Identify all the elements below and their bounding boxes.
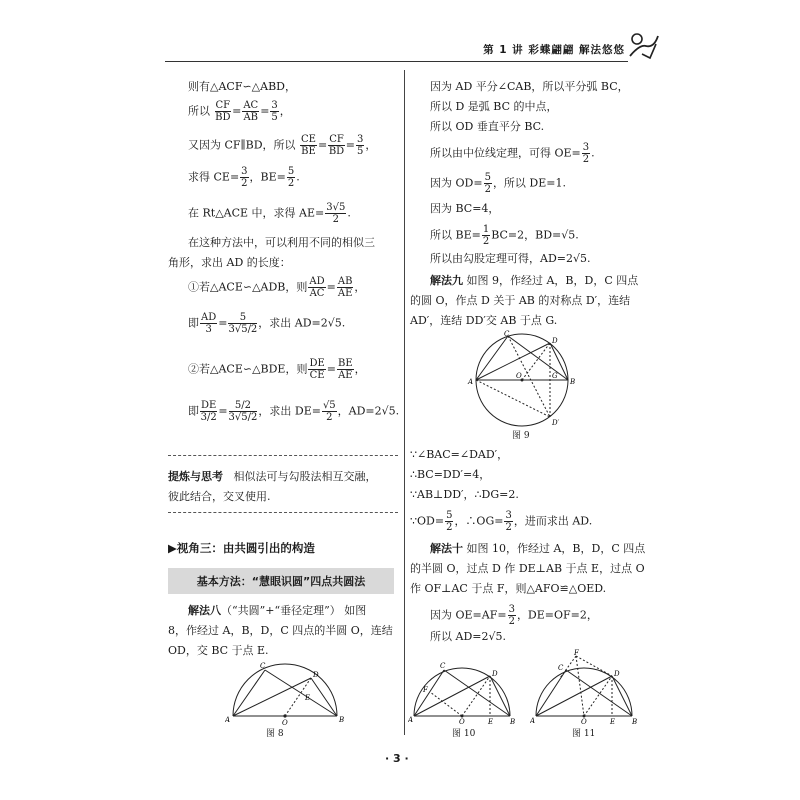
svg-text:B: B xyxy=(339,716,345,724)
text-line: ①若△ACE∽△ADB，则 $\frac{AD}{AC}$ = $\frac{AB}{AE}$ ， xyxy=(188,276,366,299)
page-number: · 3 · xyxy=(385,752,409,765)
text-line: 因为 AD 平分∠CAB，所以平分弧 BC， xyxy=(430,80,629,93)
fraction: $\frac{3}{2}$ xyxy=(241,166,248,189)
svg-text:O: O xyxy=(581,718,587,726)
fraction: $\frac{AB}{AE}$ xyxy=(337,276,353,299)
fraction: $\frac{CF}{BD}$ xyxy=(328,134,345,157)
fraction: $\frac{CE}{BE}$ xyxy=(301,134,316,157)
svg-text:O: O xyxy=(516,372,522,380)
svg-text:E: E xyxy=(488,718,494,726)
fraction: $\frac{3√5}{2}$ xyxy=(326,202,346,225)
svg-text:C: C xyxy=(440,662,446,670)
svg-text:D: D xyxy=(313,671,319,679)
svg-text:B: B xyxy=(570,378,576,386)
text-line: ∴BC=DD′=4， xyxy=(410,468,491,481)
fraction: $\frac{5}{2}$ xyxy=(287,166,295,189)
svg-text:F: F xyxy=(423,686,428,694)
text-line: 则有△ACF∽△ABD， xyxy=(188,80,296,93)
fraction: $\frac{DE}{3/2}$ xyxy=(200,400,217,423)
text-line: 所以 D 是弧 BC 的中点， xyxy=(430,100,558,113)
page-header xyxy=(0,0,800,70)
text-line: 因为 OE=AF= $\frac{3}{2}$ ，DE=OF=2， xyxy=(430,604,598,627)
header-title: 第 1 讲 彩蝶翩翩 解法悠悠 xyxy=(483,44,625,56)
section-heading: ▶视角三：由共圆引出的构造 xyxy=(168,541,315,555)
text-line: ②若△ACE∽△BDE，则 $\frac{DE}{CE}$ = $\frac{BE}{AE}$ ， xyxy=(188,358,366,381)
figure-10 xyxy=(408,656,518,726)
text-line: 所以 AD=2√5. xyxy=(430,630,506,643)
svg-text:D: D xyxy=(552,337,558,345)
figure-caption: 图 9 xyxy=(512,431,530,441)
fraction: $\frac{AC}{AB}$ xyxy=(243,100,259,123)
svg-text:A: A xyxy=(225,716,231,724)
fraction: $\frac{√5}{2}$ xyxy=(322,400,336,423)
text-line: 所以 BE= $\frac{1}{2}$ BC=2，BD=√5. xyxy=(430,224,579,247)
fraction: $\frac{3}{2}$ xyxy=(508,604,515,627)
figure-9 xyxy=(466,330,578,430)
svg-text:F: F xyxy=(574,649,579,657)
text-line: 在 Rt△ACE 中，求得 AE= $\frac{3√5}{2}$ . xyxy=(188,202,351,225)
text-line: 即 $\frac{AD}{3}$ = $\frac{5}{3√5/2}$ ，求出 AD=2√5. xyxy=(188,312,346,335)
text-line: 提炼与思考 相似法可与勾股法相互交融， xyxy=(168,470,377,483)
svg-text:A: A xyxy=(468,378,474,386)
text-line: 的圆 O，作点 D 关于 AB 的对称点 D′，连结 xyxy=(410,294,631,307)
method-band: 基本方法：“慧眼识圆”四点共圆法 xyxy=(168,568,394,594)
text-line: 8，作经过 A，B，D，C 四点的半圆 O，连结 xyxy=(168,624,393,637)
text-line: OD，交 BC 于点 E. xyxy=(168,644,269,657)
svg-text:B: B xyxy=(510,718,516,726)
text-line: 的半圆 O，过点 D 作 DE⊥AB 于点 E，过点 O xyxy=(410,562,645,575)
svg-text:B: B xyxy=(632,718,638,726)
fraction: $\frac{5/2}{3√5/2}$ xyxy=(228,400,258,423)
fraction: $\frac{AD}{AC}$ xyxy=(309,276,325,299)
text-line: ∵OD= $\frac{5}{2}$ ，∴OG= $\frac{3}{2}$ ，进而求出 AD. xyxy=(410,510,593,533)
text-line: 因为 OD= $\frac{5}{2}$ ，所以 DE=1. xyxy=(430,172,566,195)
svg-text:C: C xyxy=(260,662,266,670)
text-line: 所以 $\frac{CF}{BD}$ = $\frac{AC}{AB}$ = $\frac{3}{5}$ ， xyxy=(188,100,291,123)
svg-text:C: C xyxy=(504,330,510,338)
text-line: 所以 OD 垂直平分 BC. xyxy=(430,120,545,133)
dashed-separator xyxy=(168,512,398,513)
fraction: $\frac{3}{2}$ xyxy=(505,510,512,533)
text-line: 彼此结合，交叉使用. xyxy=(168,490,271,503)
svg-text:A: A xyxy=(530,717,536,725)
svg-text:O: O xyxy=(459,718,465,726)
text-line: 角形，求出 AD 的长度： xyxy=(168,256,291,269)
svg-text:D′: D′ xyxy=(552,419,560,427)
svg-text:O: O xyxy=(282,719,288,726)
svg-text:E: E xyxy=(305,694,311,702)
svg-text:G: G xyxy=(552,372,558,380)
text-line: 又因为 CF∥BD，所以 $\frac{CE}{BE}$ = $\frac{CF}{BD}$ = $\frac{3}{5}$ ， xyxy=(188,134,377,157)
fraction: $\frac{3}{5}$ xyxy=(357,134,364,157)
svg-text:A: A xyxy=(408,716,414,724)
text-line: ∵∠BAC=∠DAD′， xyxy=(410,448,509,461)
svg-text:D: D xyxy=(492,670,498,678)
text-line: 所以由勾股定理可得，AD=2√5. xyxy=(430,252,591,265)
fraction: $\frac{3}{2}$ xyxy=(582,142,590,165)
text-line: AD′，连结 DD′交 AB 于点 G. xyxy=(410,314,558,327)
fraction: $\frac{BE}{AE}$ xyxy=(338,358,353,381)
text-line: 求得 CE= $\frac{3}{2}$ ，BE= $\frac{5}{2}$ . xyxy=(188,166,300,189)
svg-text:C: C xyxy=(558,664,564,672)
fraction: $\frac{5}{2}$ xyxy=(446,510,453,533)
figure-11 xyxy=(530,648,642,726)
text-line: 解法八（“共圆”+“垂径定理”） 如图 xyxy=(188,604,367,617)
fraction: $\frac{3}{5}$ xyxy=(271,100,278,123)
text-line: 在这种方法中，可以利用不同的相似三 xyxy=(188,236,375,249)
fraction: $\frac{5}{2}$ xyxy=(484,172,491,195)
fraction: $\frac{1}{2}$ xyxy=(482,224,490,247)
text-line: 解法九 如图 9，作经过 A，B，D，C 四点 xyxy=(430,274,639,287)
fraction: $\frac{CF}{BD}$ xyxy=(215,100,231,123)
text-line: ∵AB⊥DD′，∴DG=2. xyxy=(410,488,519,501)
text-line: 因为 BC=4， xyxy=(430,202,500,215)
text-line: 所以由中位线定理，可得 OE= $\frac{3}{2}$ . xyxy=(430,142,595,165)
column-divider xyxy=(404,70,405,735)
text-line: 作 OF⊥AC 于点 F，则△AFO≌△OED. xyxy=(410,582,607,595)
text-line: 即 $\frac{DE}{3/2}$ = $\frac{5/2}{3√5/2}$ ，求出 DE= $\frac{√5}{2}$ ，AD=2√5. xyxy=(188,400,400,423)
svg-text:E: E xyxy=(610,718,616,726)
figure-caption: 图 8 xyxy=(266,729,284,739)
figure-caption: 图 11 xyxy=(572,729,596,739)
figure-caption: 图 10 xyxy=(452,729,476,739)
fraction: $\frac{5}{3√5/2}$ xyxy=(228,312,258,335)
fraction: $\frac{AD}{3}$ xyxy=(201,312,217,335)
figure-8 xyxy=(225,658,345,726)
dashed-separator xyxy=(168,455,398,456)
logo-icon xyxy=(626,30,660,60)
header-rule xyxy=(165,61,628,62)
fraction: $\frac{DE}{CE}$ xyxy=(309,358,325,381)
text-line: 解法十 如图 10，作经过 A，B，D，C 四点 xyxy=(430,542,646,555)
svg-text:D: D xyxy=(614,670,620,678)
